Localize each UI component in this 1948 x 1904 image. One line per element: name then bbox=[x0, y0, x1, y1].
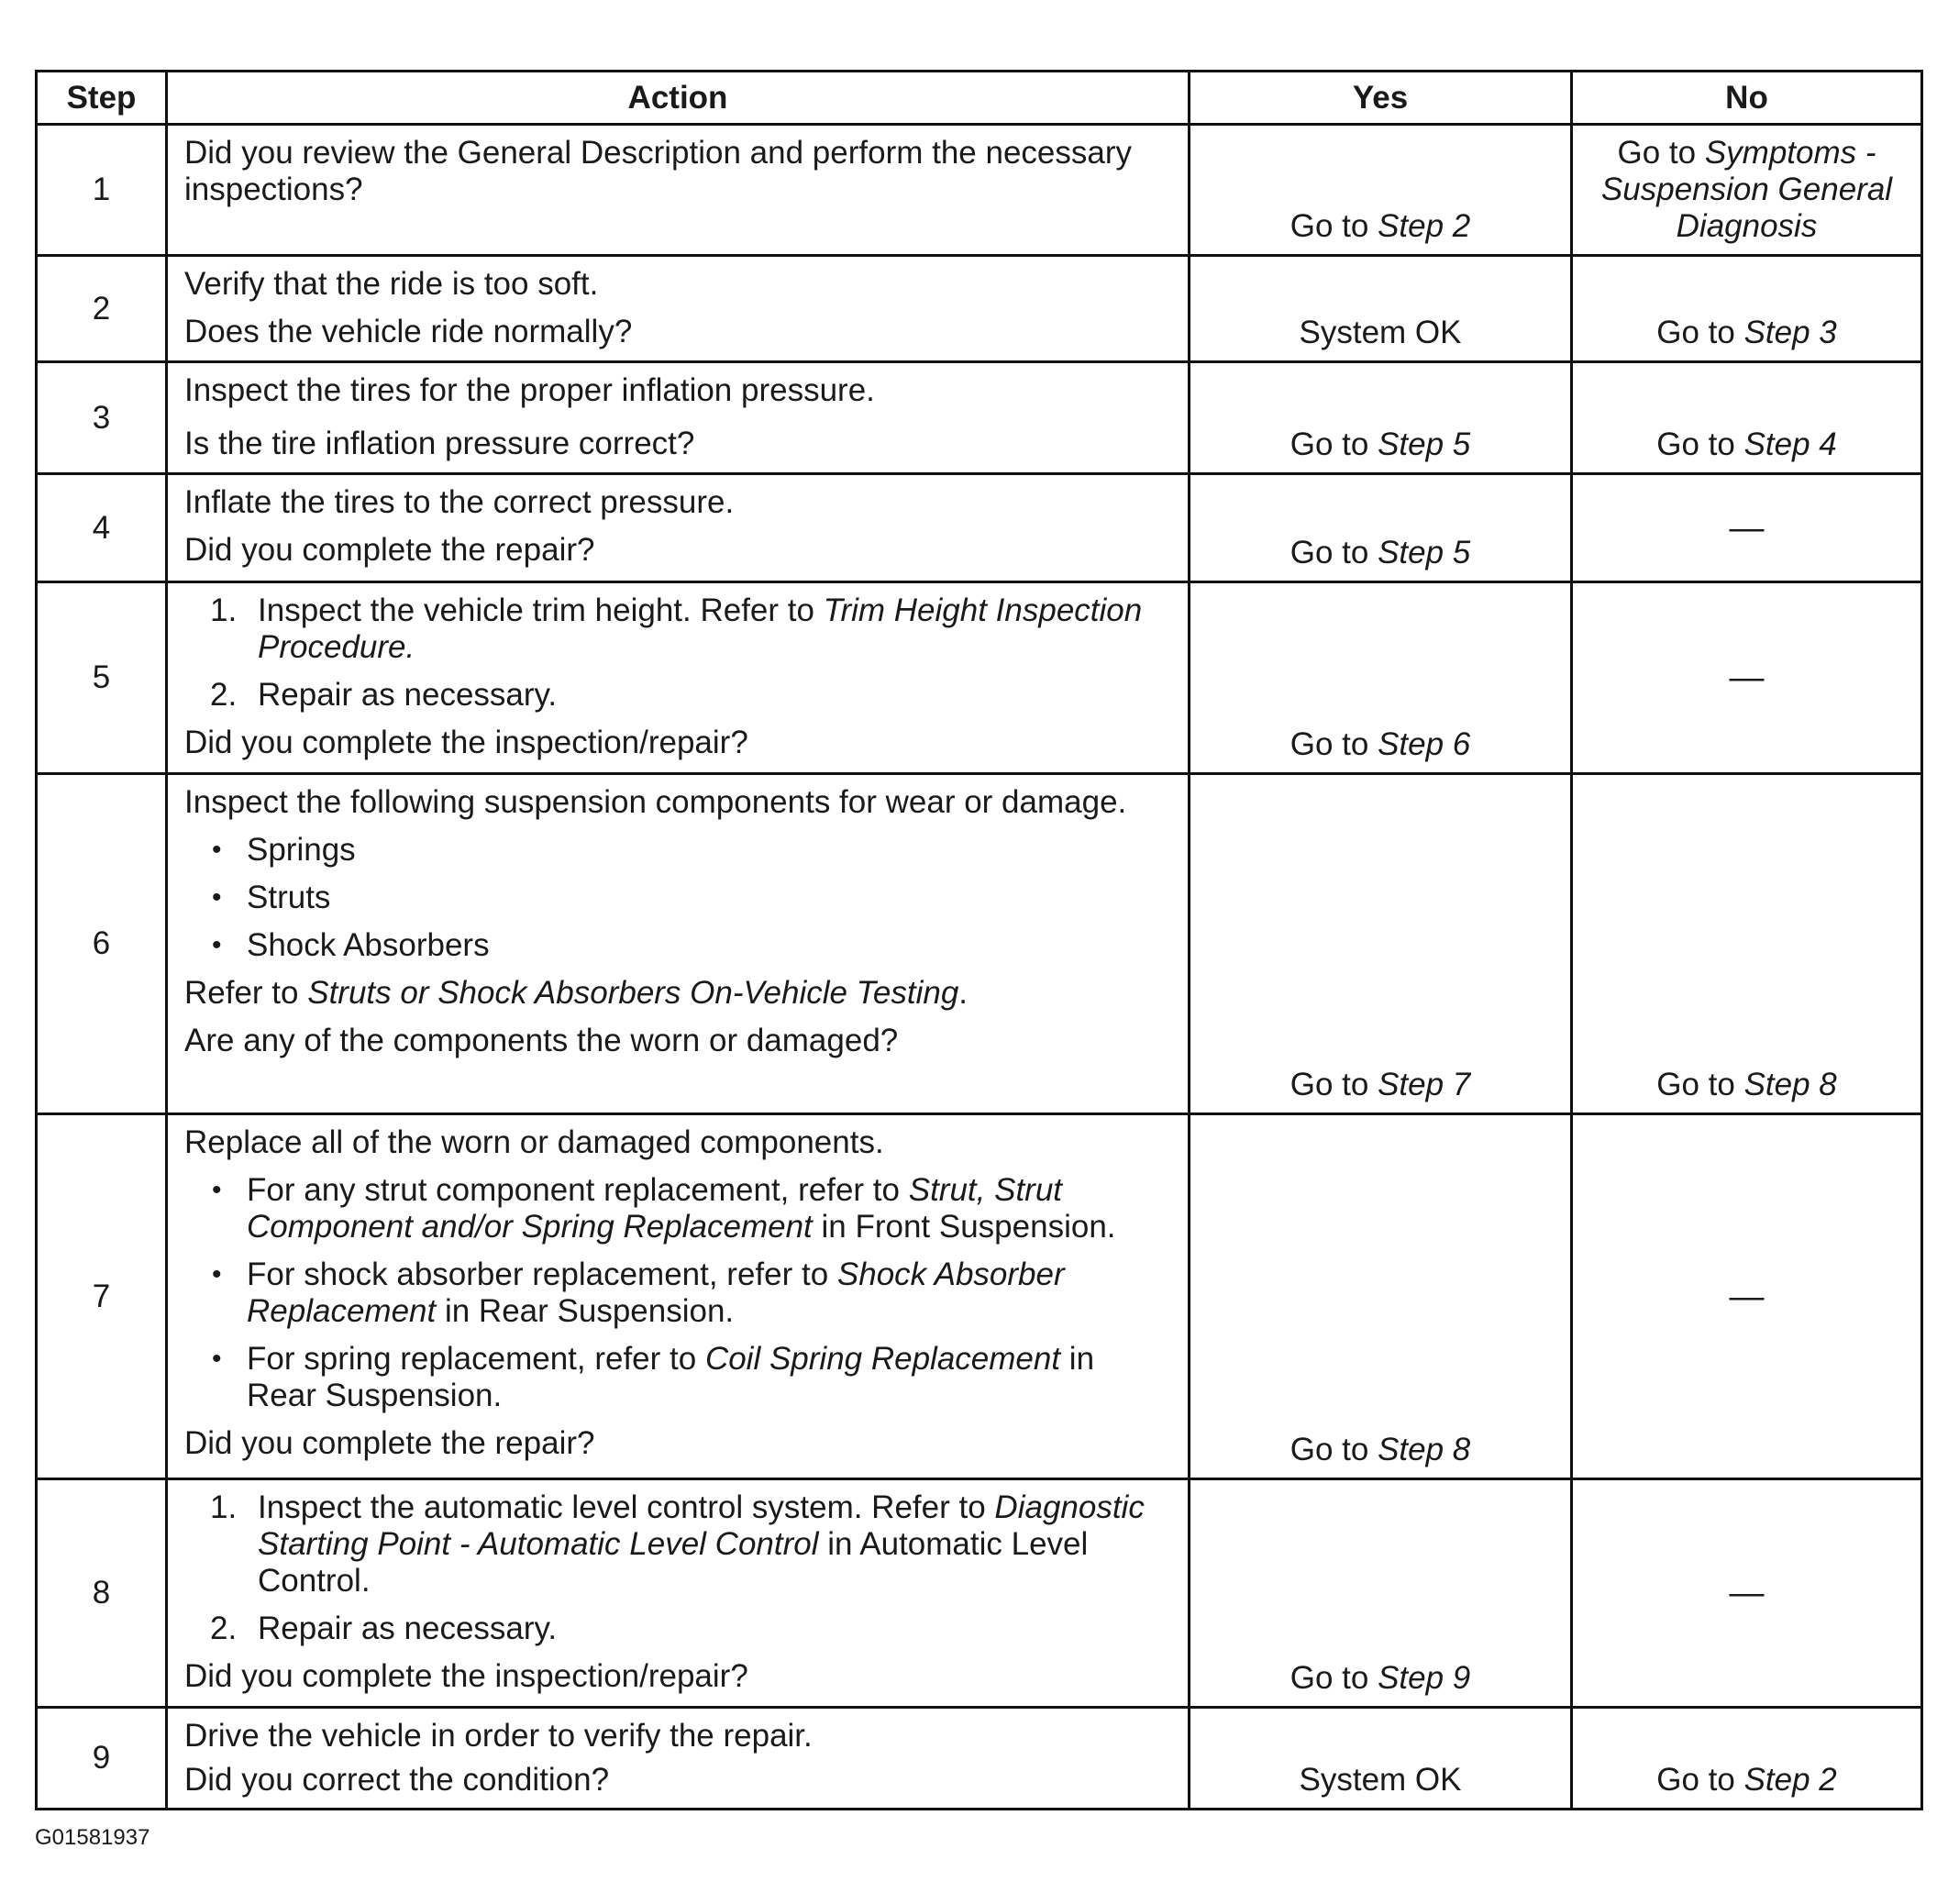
table-row bbox=[37, 774, 1922, 1114]
step-number: 7 bbox=[37, 1114, 167, 1479]
header-no: No bbox=[1572, 72, 1922, 125]
step-number: 9 bbox=[37, 1708, 167, 1810]
yes-step-link[interactable]: Step 9 bbox=[1378, 1660, 1471, 1696]
step-number: 4 bbox=[37, 474, 167, 582]
item-number: 2. bbox=[210, 1611, 238, 1646]
no-cell bbox=[1572, 362, 1922, 474]
header-action: Action bbox=[167, 72, 1190, 125]
action-question: Did you complete the repair? bbox=[184, 532, 595, 568]
yes-cell bbox=[1190, 1114, 1572, 1479]
action-refer: Refer to Struts or Shock Absorbers On-Vehicle Testing. bbox=[184, 975, 968, 1011]
yes-step-link[interactable]: Step 5 bbox=[1378, 535, 1471, 570]
action-instruction: Replace all of the worn or damaged components. bbox=[184, 1124, 884, 1160]
bullet-item: • Springs bbox=[212, 832, 356, 868]
action-cell bbox=[167, 582, 1190, 774]
no-dash: — bbox=[1572, 1114, 1922, 1479]
step-number: 2 bbox=[37, 256, 167, 362]
item-text: Repair as necessary. bbox=[258, 1611, 558, 1646]
bullet-item: • For any strut component replacement, refer to Strut, Strut Component and/or Spring Replacement in Front Suspension. bbox=[212, 1172, 1116, 1245]
table-row bbox=[37, 125, 1922, 256]
table-row bbox=[37, 1114, 1922, 1479]
table-row bbox=[37, 362, 1922, 474]
no-step-link[interactable]: Step 2 bbox=[1743, 1762, 1837, 1798]
bullet-item: • Shock Absorbers bbox=[212, 927, 490, 963]
no-dash: — bbox=[1572, 582, 1922, 774]
yes-prefix: Go to bbox=[1289, 1660, 1378, 1696]
action-instruction: Drive the vehicle in order to verify the repair. bbox=[184, 1718, 813, 1754]
no-cell bbox=[1572, 774, 1922, 1114]
yes-cell: System OK bbox=[1190, 1708, 1572, 1810]
no-dash: — bbox=[1572, 1479, 1922, 1708]
yes-prefix: Go to bbox=[1289, 426, 1378, 462]
item-text: Inspect the vehicle trim height. Refer to Trim Height Inspection Procedure. bbox=[258, 592, 1143, 665]
action-question: Are any of the components the worn or damaged? bbox=[184, 1023, 899, 1058]
header-row bbox=[37, 72, 1922, 125]
numbered-item bbox=[184, 592, 1171, 666]
numbered-item bbox=[184, 1611, 1171, 1647]
struts-testing-link[interactable]: Struts or Shock Absorbers On-Vehicle Testing bbox=[307, 975, 959, 1011]
yes-step-link[interactable]: Step 6 bbox=[1378, 726, 1471, 762]
no-step-link[interactable]: Step 4 bbox=[1743, 426, 1837, 462]
item-text: Repair as necessary. bbox=[258, 677, 558, 713]
yes-cell: System OK bbox=[1190, 256, 1572, 362]
action-text: Did you review the General Description and perform the necessary inspections? bbox=[184, 135, 1132, 207]
item-text: Inspect the automatic level control system. Refer to Diagnostic Starting Point - Automatic Level Control in Automatic Level Control. bbox=[258, 1489, 1145, 1599]
table-row bbox=[37, 1708, 1922, 1810]
shock-replacement-link[interactable]: Shock Absorber Replacement bbox=[247, 1256, 1065, 1329]
action-cell bbox=[167, 256, 1190, 362]
strut-replacement-link[interactable]: Strut, Strut Component and/or Spring Replacement bbox=[247, 1172, 1063, 1245]
yes-step-link[interactable]: Step 5 bbox=[1378, 426, 1471, 462]
item-number: 1. bbox=[210, 592, 238, 628]
item-number: 2. bbox=[210, 677, 238, 713]
trim-height-link[interactable]: Trim Height Inspection Procedure. bbox=[258, 592, 1143, 665]
yes-prefix: Go to bbox=[1289, 1432, 1378, 1467]
action-question: Did you correct the condition? bbox=[184, 1762, 610, 1798]
table-row bbox=[37, 474, 1922, 582]
bullet-item: • For shock absorber replacement, refer to Shock Absorber Replacement in Rear Suspension. bbox=[212, 1256, 1065, 1329]
no-step-link[interactable]: Step 8 bbox=[1743, 1067, 1837, 1102]
yes-cell bbox=[1190, 474, 1572, 582]
alc-diagnostic-link[interactable]: Diagnostic Starting Point - Automatic Level Control bbox=[258, 1489, 1145, 1562]
header-yes: Yes bbox=[1190, 72, 1572, 125]
no-ref-link[interactable]: Symptoms - Suspension General Diagnosis bbox=[1600, 135, 1893, 244]
numbered-item bbox=[184, 1489, 1171, 1600]
action-cell bbox=[167, 125, 1190, 256]
figure-id: G01581937 bbox=[35, 1825, 150, 1850]
yes-prefix: Go to bbox=[1289, 208, 1378, 244]
table-row bbox=[37, 256, 1922, 362]
action-cell bbox=[167, 1708, 1190, 1810]
no-prefix: Go to bbox=[1656, 315, 1744, 350]
coil-spring-link[interactable]: Coil Spring Replacement bbox=[704, 1341, 1061, 1377]
no-step-link[interactable]: Step 3 bbox=[1743, 315, 1837, 350]
yes-step-link[interactable]: Step 8 bbox=[1378, 1432, 1471, 1467]
no-prefix: Go to bbox=[1656, 1067, 1744, 1102]
yes-prefix: Go to bbox=[1289, 726, 1378, 762]
action-instruction: Verify that the ride is too soft. bbox=[184, 266, 599, 302]
no-prefix: Go to bbox=[1656, 1762, 1744, 1798]
item-number: 1. bbox=[210, 1489, 238, 1525]
yes-cell bbox=[1190, 774, 1572, 1114]
table-row bbox=[37, 582, 1922, 774]
action-instruction: Inspect the following suspension components for wear or damage. bbox=[184, 784, 1127, 820]
no-cell bbox=[1572, 125, 1922, 256]
action-question: Does the vehicle ride normally? bbox=[184, 314, 633, 349]
yes-cell bbox=[1190, 1479, 1572, 1708]
yes-cell bbox=[1190, 582, 1572, 774]
yes-step-link[interactable]: Step 2 bbox=[1378, 208, 1471, 244]
step-number: 1 bbox=[37, 125, 167, 256]
step-number: 8 bbox=[37, 1479, 167, 1708]
no-prefix: Go to bbox=[1656, 426, 1744, 462]
bullet-item: • Struts bbox=[212, 880, 331, 915]
yes-cell bbox=[1190, 362, 1572, 474]
action-cell bbox=[167, 474, 1190, 582]
action-instruction: Inspect the tires for the proper inflation pressure. bbox=[184, 372, 875, 408]
action-cell bbox=[167, 774, 1190, 1114]
yes-prefix: Go to bbox=[1289, 1067, 1378, 1102]
step-number: 6 bbox=[37, 774, 167, 1114]
action-question: Did you complete the inspection/repair? bbox=[184, 725, 748, 760]
action-question: Is the tire inflation pressure correct? bbox=[184, 426, 695, 461]
action-question: Did you complete the repair? bbox=[184, 1425, 595, 1461]
step-number: 3 bbox=[37, 362, 167, 474]
no-prefix: Go to bbox=[1617, 135, 1705, 171]
numbered-item bbox=[184, 677, 1171, 714]
table-row bbox=[37, 1479, 1922, 1708]
diagnostic-table bbox=[35, 70, 1923, 1810]
yes-step-link[interactable]: Step 7 bbox=[1378, 1067, 1471, 1102]
bullet-item: • For spring replacement, refer to Coil Spring Replacement in Rear Suspension. bbox=[212, 1341, 1095, 1413]
header-step: Step bbox=[37, 72, 167, 125]
no-cell bbox=[1572, 256, 1922, 362]
yes-cell bbox=[1190, 125, 1572, 256]
action-instruction: Inflate the tires to the correct pressure. bbox=[184, 484, 735, 520]
step-number: 5 bbox=[37, 582, 167, 774]
action-cell bbox=[167, 1479, 1190, 1708]
yes-prefix: Go to bbox=[1289, 535, 1378, 570]
action-cell bbox=[167, 362, 1190, 474]
no-cell bbox=[1572, 1708, 1922, 1810]
action-cell bbox=[167, 1114, 1190, 1479]
action-question: Did you complete the inspection/repair? bbox=[184, 1658, 748, 1694]
no-dash: — bbox=[1572, 474, 1922, 582]
